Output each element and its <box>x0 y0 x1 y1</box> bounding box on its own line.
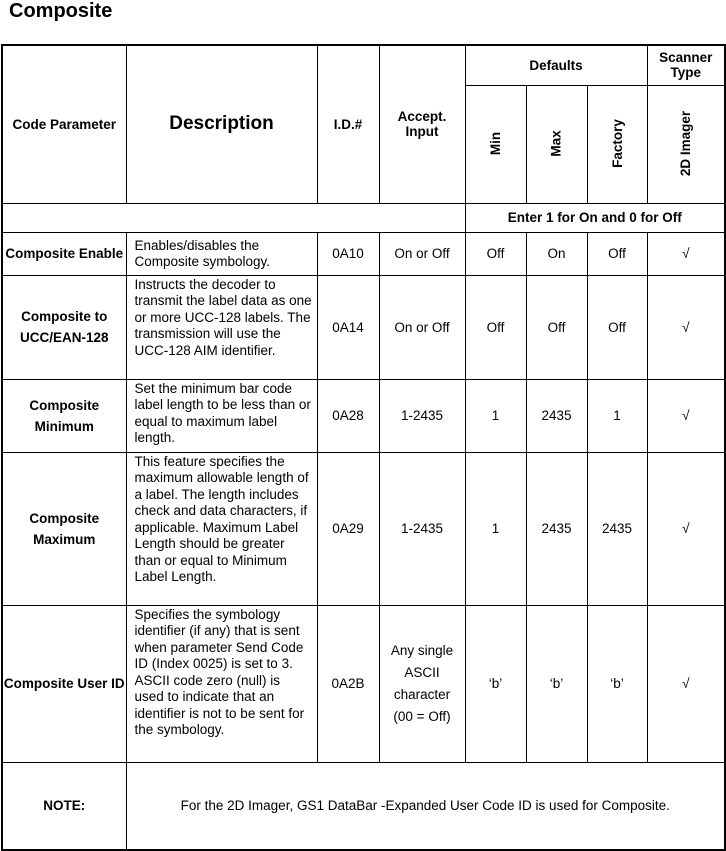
note-row <box>2 762 725 850</box>
row-description: Instructs the decoder to transmit the label data as one or more UCC-128 labels. The transmission will use the UCC-128 AIM identifier. <box>126 275 317 379</box>
row-param: Composite Enable <box>2 232 126 275</box>
header-2d-imager: 2D Imager <box>678 110 694 177</box>
row-id: 0A28 <box>317 379 379 452</box>
row-id: 0A10 <box>317 232 379 275</box>
row-max: 2435 <box>526 379 587 452</box>
row-param: Composite Maximum <box>2 452 126 605</box>
header-defaults: Defaults <box>465 45 647 85</box>
row-factory: 2435 <box>587 452 647 605</box>
header-max: Max <box>548 130 564 157</box>
enter-note-blank <box>2 203 465 232</box>
header-row-top <box>2 45 725 85</box>
row-description: Enables/disables the Composite symbology. <box>126 232 317 275</box>
row-max: ‘b’ <box>526 605 587 762</box>
note-text: For the 2D Imager, GS1 DataBar -Expanded User Code ID is used for Composite. <box>126 762 725 850</box>
header-max-cell <box>526 85 587 203</box>
row-2d-imager-check: √ <box>647 452 725 605</box>
enter-note: Enter 1 for On and 0 for Off <box>465 203 725 232</box>
row-accept: On or Off <box>379 232 465 275</box>
row-2d-imager-check: √ <box>647 232 725 275</box>
page-title: Composite <box>9 0 113 22</box>
header-factory-cell <box>587 85 647 203</box>
row-max: Off <box>526 275 587 379</box>
composite-parameter-table <box>1 44 726 851</box>
header-scanner-type: Scanner Type <box>647 45 725 85</box>
row-2d-imager-check: √ <box>647 379 725 452</box>
row-param: Composite to UCC/EAN-128 <box>2 275 126 379</box>
row-id: 0A14 <box>317 275 379 379</box>
header-accept-input: Accept. Input <box>379 45 465 203</box>
header-id: I.D.# <box>317 45 379 203</box>
row-2d-imager-check: √ <box>647 275 725 379</box>
row-description: Specifies the symbology identifier (if any) that is sent when parameter Send Code ID (Index 0025) is set to 3. ASCII code zero (null) is used to indicate that an identifier is not to be sent for the symbology. <box>126 605 317 762</box>
table-row <box>2 275 725 379</box>
row-id: 0A29 <box>317 452 379 605</box>
row-factory: Off <box>587 275 647 379</box>
table-row <box>2 232 725 275</box>
header-imager-cell <box>647 85 725 203</box>
row-accept: On or Off <box>379 275 465 379</box>
enter-note-row <box>2 203 725 232</box>
row-param: Composite User ID <box>2 605 126 762</box>
row-max: On <box>526 232 587 275</box>
row-min: 1 <box>465 379 526 452</box>
row-min: Off <box>465 232 526 275</box>
header-description: Description <box>126 45 317 203</box>
row-factory: Off <box>587 232 647 275</box>
table-row <box>2 605 725 762</box>
header-factory: Factory <box>609 119 625 168</box>
note-label: NOTE: <box>2 762 126 850</box>
row-accept: 1-2435 <box>379 452 465 605</box>
row-description: Set the minimum bar code label length to be less than or equal to maximum label length. <box>126 379 317 452</box>
table-row <box>2 452 725 605</box>
row-param: Composite Minimum <box>2 379 126 452</box>
row-min: ‘b’ <box>465 605 526 762</box>
row-accept: Any single ASCII character (00 = Off) <box>379 605 465 762</box>
row-factory: 1 <box>587 379 647 452</box>
header-code-parameter: Code Parameter <box>2 45 126 203</box>
table-row <box>2 379 725 452</box>
row-id: 0A2B <box>317 605 379 762</box>
row-2d-imager-check: √ <box>647 605 725 762</box>
row-min: 1 <box>465 452 526 605</box>
row-min: Off <box>465 275 526 379</box>
header-min: Min <box>488 131 503 156</box>
row-description: This feature specifies the maximum allowable length of a label. The length includes check and data characters, if applicable. Maximum Label Length should be greater than or equal to Minimum Label Length. <box>126 452 317 605</box>
row-accept: 1-2435 <box>379 379 465 452</box>
header-min-cell <box>465 85 526 203</box>
row-factory: ‘b’ <box>587 605 647 762</box>
row-max: 2435 <box>526 452 587 605</box>
